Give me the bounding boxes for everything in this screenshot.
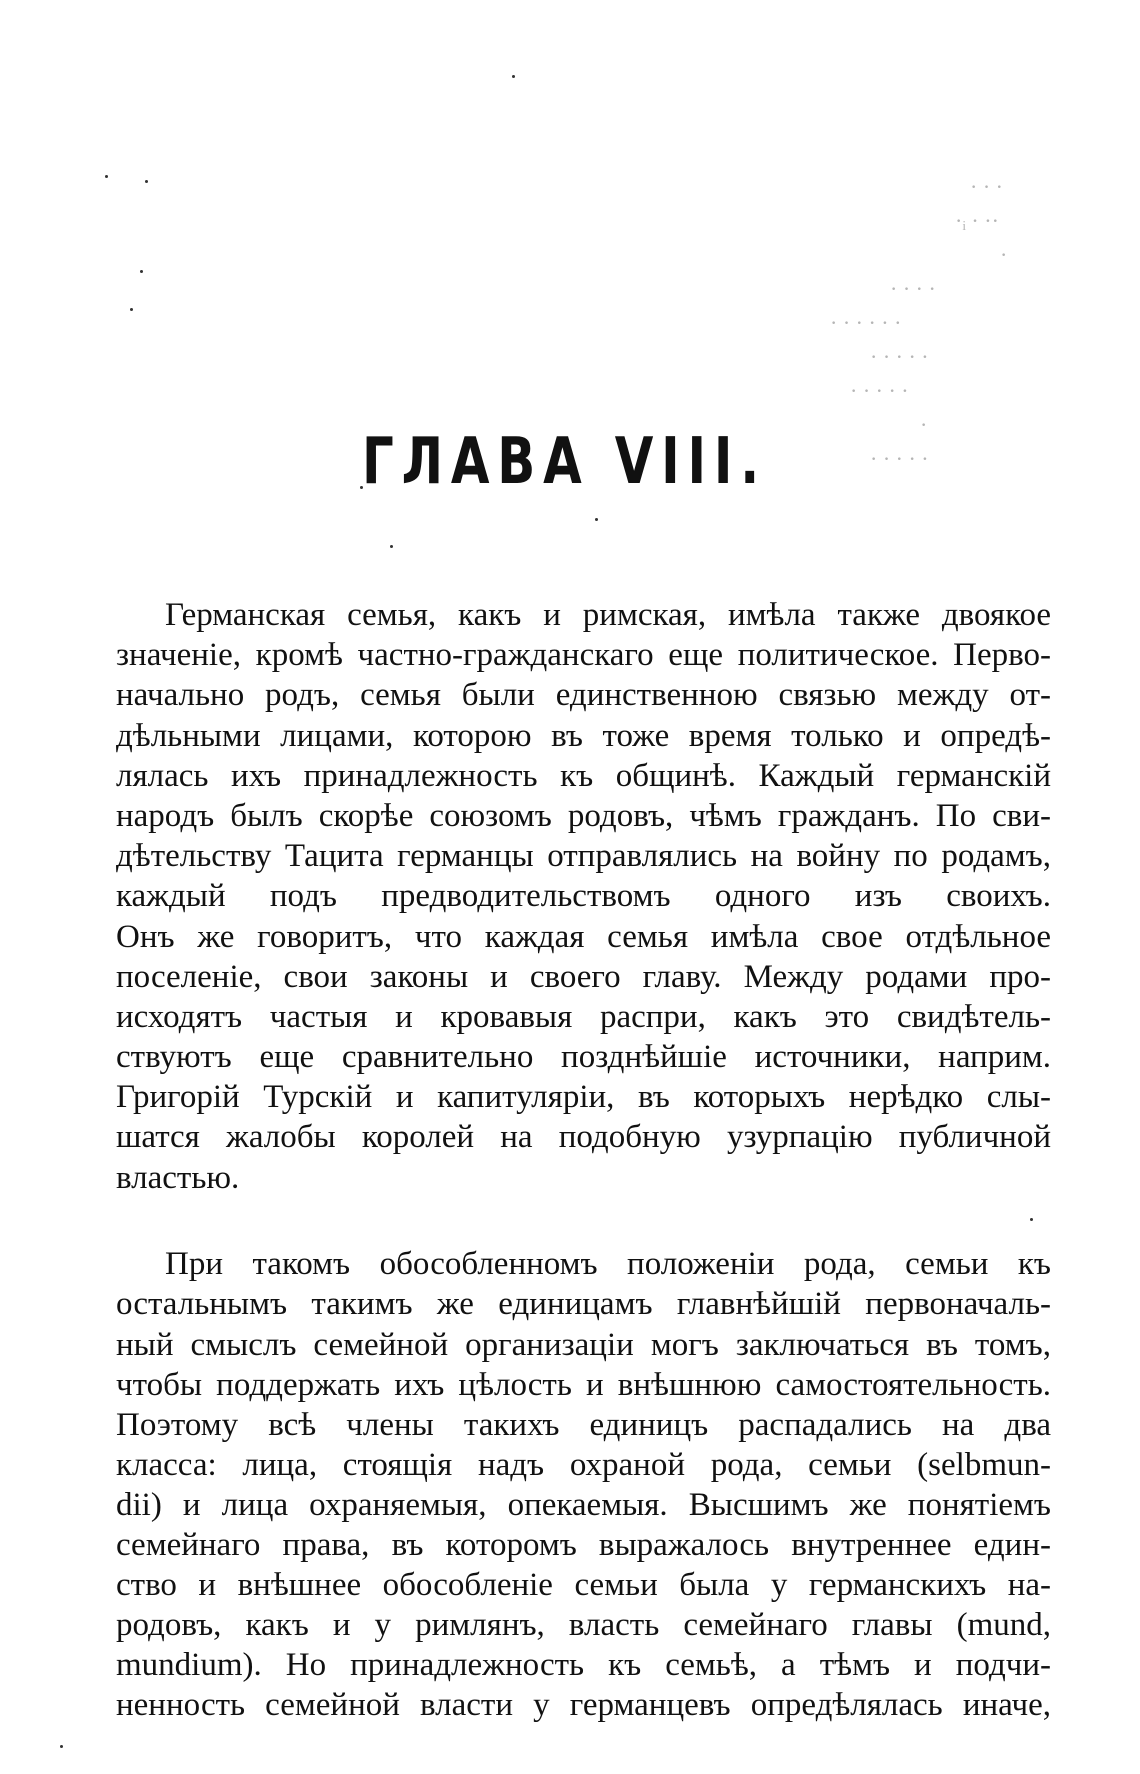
bleed-through-text: · · · ·ᵢ · ·· · · · · · · · · · · · · · · · · · · · · · · · · · · · (830, 174, 1008, 471)
text-line: Онъ же говоритъ, что каждая семья имѣла свое отдѣльное (116, 919, 1051, 955)
ink-speck (595, 518, 598, 521)
ink-speck (140, 270, 143, 273)
text-line: остальнымъ такимъ же единицамъ главнѣйшій первоначаль- (116, 1286, 1051, 1322)
text-line: поселеніе, свои законы и своего главу. Между родами про- (116, 959, 1051, 995)
text-line: ство и внѣшнее обособленіе семьи была у германскихъ на- (116, 1567, 1051, 1603)
text-line: ный смыслъ семейной организаціи могъ заключаться въ томъ, (116, 1327, 1051, 1363)
text-line: народъ былъ скорѣе союзомъ родовъ, чѣмъ гражданъ. По сви- (116, 798, 1051, 834)
text-line: шатся жалобы королей на подобную узурпацію публичной (116, 1119, 1051, 1155)
text-line: ненность семейной власти у германцевъ опредѣлялась иначе, (116, 1687, 1051, 1723)
chapter-title: ГЛАВА VIII. (361, 425, 768, 499)
ink-speck (1030, 1218, 1033, 1221)
text-line: дѣльными лицами, которою въ тоже время только и опредѣ- (116, 718, 1051, 754)
text-line: лялась ихъ принадлежность къ общинѣ. Каждый германскій (116, 758, 1051, 794)
text-line: начально родъ, семья были единственною связью между от- (116, 677, 1051, 713)
text-line: mundium). Но принадлежность къ семьѣ, а тѣмъ и подчи- (116, 1647, 1051, 1683)
ink-speck (512, 75, 515, 78)
text-line: значеніе, кромѣ частно-гражданскаго еще политическое. Перво- (116, 637, 1051, 673)
text-line: исходятъ частыя и кровавыя распри, какъ это свидѣтель- (116, 999, 1051, 1035)
ink-speck (130, 308, 133, 311)
text-line: ствуютъ еще сравнительно позднѣйшіе источники, наприм. (116, 1039, 1051, 1075)
text-line: При такомъ обособленномъ положеніи рода, семьи къ (165, 1246, 1051, 1282)
text-line: Поэтому всѣ члены такихъ единицъ распадались на два (116, 1407, 1051, 1443)
text-line: чтобы поддержать ихъ цѣлость и внѣшнюю самостоятельность. (116, 1367, 1051, 1403)
ink-speck (60, 1745, 63, 1748)
ink-speck (105, 175, 108, 178)
ink-speck (390, 545, 393, 548)
ink-speck (145, 180, 148, 183)
text-line: dii) и лица охраняемыя, опекаемыя. Высшимъ же понятіемъ (116, 1487, 1051, 1523)
text-line: дѣтельству Тацита германцы отправлялись на войну по родамъ, (116, 838, 1051, 874)
text-line: родовъ, какъ и у римлянъ, власть семейнаго главы (mund, (116, 1607, 1051, 1643)
text-line: Григорій Турскій и капитуляріи, въ которыхъ нерѣдко слы- (116, 1079, 1051, 1115)
text-line: класса: лица, стоящія надъ охраной рода, семьи (selbmun- (116, 1447, 1051, 1483)
text-line: Германская семья, какъ и римская, имѣла также двоякое (165, 597, 1051, 633)
text-line: каждый подъ предводительствомъ одного изъ своихъ. (116, 878, 1051, 914)
text-line: семейнаго права, въ которомъ выражалось внутреннее един- (116, 1527, 1051, 1563)
text-line: властью. (116, 1160, 240, 1196)
